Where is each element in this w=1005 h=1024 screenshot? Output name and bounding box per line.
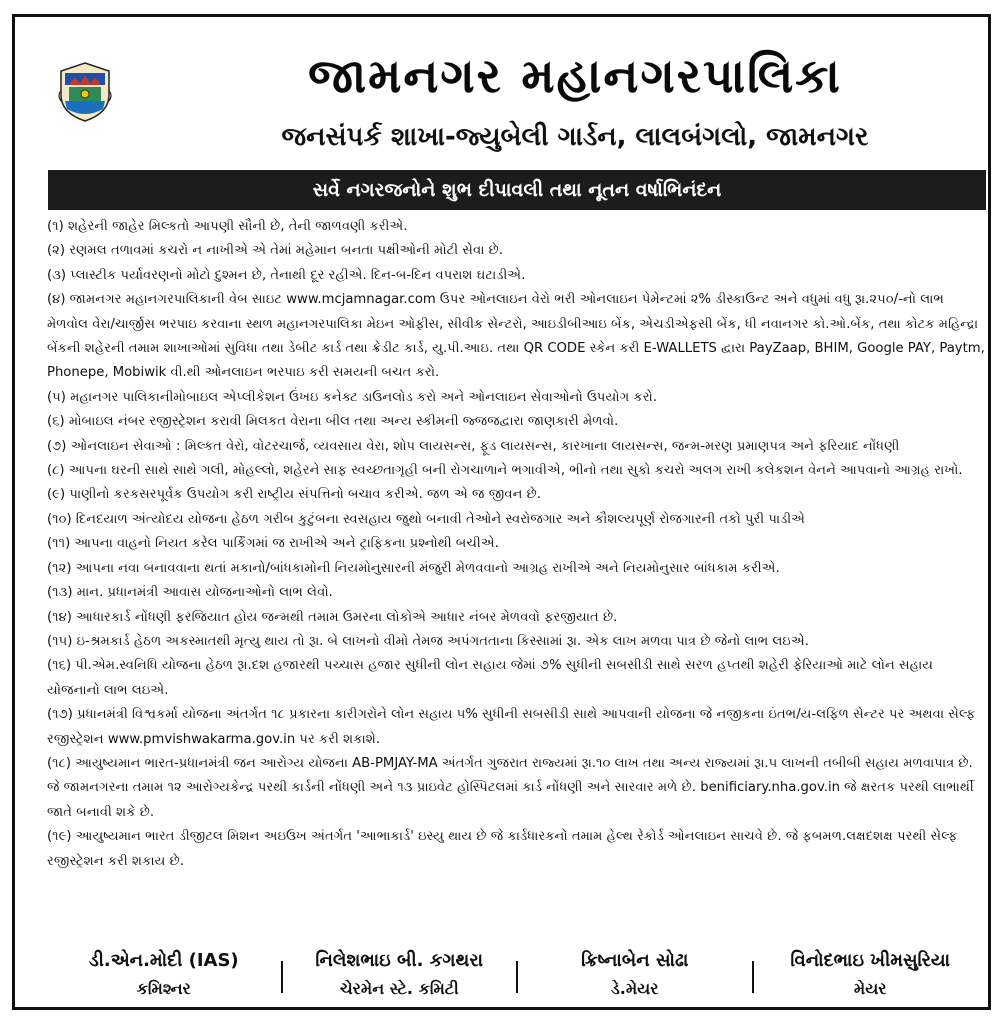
- list-item: [47, 508, 987, 532]
- item-number: (૬): [47, 414, 65, 430]
- item-number: (૮): [47, 463, 65, 479]
- list-item: [47, 752, 987, 825]
- signatory-name: ડી.એન.મોદી (IAS): [88, 950, 239, 971]
- signatory-name: નિલેશભાઇ બી. કગથરા: [315, 950, 484, 971]
- advertisement-page: [12, 14, 991, 1010]
- item-text: રણમલ તળાવમાં કચરો ન નાખીએ એ તેમાં મહેમાન બનતા પક્ષીઓની મોટી સેવા છે.: [69, 243, 504, 259]
- signatory-role: કમિશ્નર: [136, 979, 191, 998]
- item-number: (૧૫): [47, 633, 73, 649]
- list-item: [47, 532, 987, 556]
- item-text: આયુષ્યમાન ભારત ડીજીટલ મિશન અઇઉખ અંતર્ગત 'આભાકાર્ડ' ઇસ્યુ થાય છે જે કાર્ડધારકનો તમામ હેલ્થ રેકોર્ડ ઓનલાઇન સાચવે છે. જે ફબમળ.લક્ષદશક્ષ પરથી સેલ્ફ રજીસ્ટ્રેશન કરી શકાય છે.: [47, 829, 958, 869]
- item-number: (૧૩): [47, 585, 73, 601]
- item-text: આયુષ્યમાન ભારત-પ્રધાનમંત્રી જન આરોગ્ય યોજના AB-PMJAY-MA અંતર્ગત ગુજરાત રાજ્યમાં રૂા.૧૦ લાખ તથા અન્ય રાજ્યમાં રૂા.૫ લાખની તબીબી સહાય મળવાપાત્ર છે. જે જામનગરના તમામ ૧૨ આરોગ્યકેન્દ્ર પરથી કાર્ડની નોંધણી અને ૧૩ પ્રાઇવેટ હોસ્પિટલમાં કાર્ડ નોંધણી અને સારવાર મળે છે. benificiary.nha.gov.in જે ક્ષરતક પરથી લાભાર્થી જાતે બનાવી શકે છે.: [47, 755, 974, 820]
- page-subtitle: જનસંપર્ક શાખા-જ્યુબેલી ગાર્ડન, લાલબંગલો, જામનગર: [281, 122, 869, 152]
- list-item: [47, 581, 987, 605]
- list-item: [47, 825, 987, 874]
- item-text: ઓનલાઇન સેવાઓ : મિલ્કત વેરો, વોટરચાર્જ, વ્યવસાય વેરા, શોપ લાયસન્સ, ફૂડ લાયસન્સ, કારખાના લાયસન્સ, જન્મ-મરણ પ્રમાણપત્ર અને ફરિયાદ નોંધણી: [70, 438, 900, 454]
- item-number: (૧૪): [47, 609, 72, 625]
- list-item: [47, 288, 987, 386]
- item-number: (૧૯): [47, 829, 72, 845]
- item-text: મહાનગર પાલિકાનીમોબાઇલ એપ્લીકેશન ઉંખઇ કનેક્ટ ડાઉનલોડ કરો અને ઓનલાઇન સેવાઓનો ઉપયોગ કરો.: [70, 389, 658, 405]
- signatory-role: ચેરમેન સ્ટે. કમિટી: [339, 979, 459, 998]
- list-item: [47, 459, 987, 483]
- item-text: પ્રધાનમંત્રી વિશ્વકર્મા યોજના અંતર્ગત ૧૮ પ્રકારના કારીગરોને લોન સહાય ૫% સુધીની સબસીડી સાથે આપવાની યોજના જે નજીકના ઇંતભ/ય-લફિળ સેન્ટર પર અથવા સેલ્ફ રજીસ્ટ્રેશન www.pmvishwakarma.gov.in પર કરી શકાશે.: [47, 707, 976, 747]
- item-number: (૧૮): [47, 755, 72, 771]
- item-text: મોબાઇલ નંબર રજીસ્ટ્રેશન કરાવી મિલકત વેરાના બીલ તથા અન્ય સ્કીમની જ્જજદ્વારા જાણકારી મેળવો.: [68, 414, 619, 430]
- item-text: આપના નવા બનાવવાના થતાં મકાનો/બાંધકામોની નિયમોનુસારની મંજુરી મેળવવાનો આગ્રહ રાખીએ અને નિયમોનુસાર બાંધકામ કરીએ.: [75, 560, 780, 576]
- item-text: આપના વાહનો નિયત કરેલ પાર્કિંગમાં જ રાખીએ અને ટ્રાફિકના પ્રશ્નોથી બચીએ.: [74, 536, 499, 552]
- list-item: [47, 654, 987, 703]
- list-item: [47, 606, 987, 630]
- list-item: [47, 215, 987, 239]
- list-item: [47, 410, 987, 434]
- item-number: (૯): [47, 487, 66, 503]
- item-text: પી.એમ.સ્વનિધિ યોજના હેઠળ રૂા.દશ હજારથી પચ્ચાસ હજાર સુધીની લોન સહાય જેમાં ૭% સુધીની સબસીડી સાથે સરળ હપ્તથી શહેરી ફેરિયાઓ માટે લોન સહાય યોજનાનો લાભ લઇએ.: [47, 658, 934, 698]
- item-number: (૧૦): [47, 511, 72, 527]
- item-text: આપના ઘરની સાથે સાથે ગલી, મોહલ્લો, શહેરને સાફ સ્વચ્છતાગૃહી બની રોગચાળાને ભગાવીએ, ભીનો તથા સુકો કચરો અલગ રાખી કલેકશન વેનને આપવાનો આગ્રહ રાખો.: [68, 463, 963, 479]
- signatory-commissioner: [47, 947, 281, 1003]
- page-title: જામનગર મહાનગરપાલિકા: [308, 49, 842, 104]
- list-item: [47, 239, 987, 263]
- list-item: [47, 630, 987, 654]
- signature-footer: [47, 947, 987, 1007]
- signatory-mayor: [754, 947, 988, 1003]
- item-number: (૧૭): [47, 707, 73, 723]
- signatory-name: ક્રિષ્નાબેન સોઢા: [581, 950, 689, 971]
- item-text: પાણીનો કરકસરપૂર્વક ઉપયોગ કરી રાષ્ટ્રીય સંપત્તિનો બચાવ કરીએ. જળ એ જ જીવન છે.: [69, 487, 541, 503]
- signatory-deputy-mayor: [518, 947, 752, 1003]
- list-item: [47, 703, 987, 752]
- signatory-name: વિનોદભાઇ ખીમસુરિયા: [790, 950, 951, 971]
- signatory-chairman: [283, 947, 517, 1003]
- item-number: (૫): [47, 389, 66, 405]
- item-text: શહેરની જાહેર મિલ્કતો આપણી સૌની છે, તેની જાળવણી કરીએ.: [67, 219, 408, 234]
- item-text: આધારકાર્ડ નોંધણી ફરજિયાત હોય જન્મથી તમામ ઉમરના લોકોએ આધાર નંબર મેળવવો ફરજીયાત છે.: [76, 609, 618, 625]
- list-item: [47, 264, 987, 288]
- item-number: (૪): [47, 292, 66, 308]
- item-text: ઇ-શ્રમકાર્ડ હેઠળ અકસ્માતથી મૃત્યુ થાય તો રૂા. બે લાખનો વીમો તેમજ અપંગતતાના કિસ્સામાં રૂા. એક લાખ મળવા પાત્ર છે જેનો લાભ લઇએ.: [76, 633, 809, 649]
- item-number: (૧૨): [47, 560, 72, 576]
- municipal-emblem-icon: [57, 61, 113, 123]
- item-text: જામનગર મહાનગરપાલિકાની વેબ સાઇટ www.mcjamnagar.com ઉપર ઓનલાઇન વેરો ભરી ઓનલાઇન પેમેન્ટમાં ૨% ડીસ્કાઉન્ટ અને વધુમાં વધુ રૂા.૨૫૦/-નો લાભ મેળવોલ વેરા/ચાર્જીસ ભરપાઇ કરવાના સ્થળ મહાનગરપાલિકા મેઇન ઓફીસ, સીવીક સેન્ટરો, આઇડીબીઆઇ બેંક, એચડીએફસી બેંક, ધી નવાનગર કો.ઓ.બેંક, તથા કોટક મહિન્દ્રા બેંકની શહેરની તમામ શાખાઓમાં સુવિધા તથા ડેબીટ કાર્ડ તથા ક્રેડીટ કાર્ડ, યુ.પી.આઇ. તથા QR CODE સ્કેન કરી E-WALLETS દ્વારા PayZaap, BHIM, Google PAY, Paytm, Phonepe, Mobiwik વી.થી ઓનલાઇન ભરપાઇ કરી સમયની બચત કરો.: [47, 292, 985, 381]
- list-item: [47, 557, 987, 581]
- signatory-role: ડે.મેયર: [610, 979, 659, 998]
- item-number: (૧): [47, 219, 64, 234]
- item-number: (૭): [47, 438, 67, 454]
- item-text: માન. પ્રધાનમંત્રી આવાસ યોજનાઓનો લાભ લેવો.: [76, 585, 333, 601]
- item-number: (૩): [47, 267, 67, 283]
- item-text: દિનદયાળ અંત્યોદય યોજના હેઠળ ગરીબ કુટુંબના સ્વસહાય જુથો બનાવી તેઓને સ્વરોજગાર અને કૌશલ્યપૂર્ણ રોજગારની તકો પુરી પાડીએ: [75, 511, 806, 527]
- list-item: [47, 435, 987, 459]
- item-number: (૧૧): [47, 536, 71, 552]
- signatory-role: મેયર: [853, 979, 887, 998]
- item-number: (૨): [47, 243, 66, 259]
- greeting-banner: સર્વે નગરજનોને શુભ દીપાવલી તથા નૂતન વર્ષાભિનંદન: [48, 170, 986, 210]
- list-item: [47, 483, 987, 507]
- item-number: (૧૬): [47, 658, 72, 674]
- item-text: પ્લાસ્ટીક પર્યાવરણનો મોટો દુશ્મન છે, તેનાથી દૂર રહીએ. દિન-બ-દિન વપરાશ ઘટાડીએ.: [70, 267, 526, 283]
- list-item: [47, 386, 987, 410]
- notice-list: [47, 215, 987, 874]
